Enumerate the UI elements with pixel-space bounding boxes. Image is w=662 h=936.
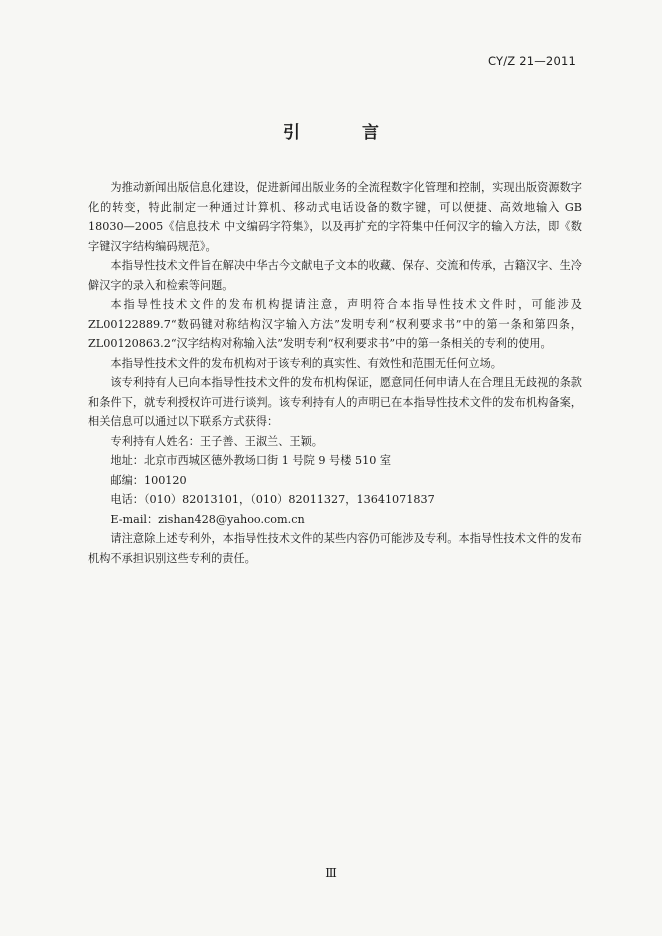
- paragraph: 为推动新闻出版信息化建设，促进新闻出版业务的全流程数字化管理和控制，实现出版资源数字化的转变，特此制定一种通过计算机、移动式电话设备的数字键，可以便捷、高效地输入 GB 18030—2005《信息技术 中文编码字符集》，以及再扩充的字符集中任何汉字的输入方法，即《数字键汉字结构编码规范》。: [88, 181, 582, 253]
- contact-email: E-mail：zishan428@yahoo.com.cn: [110, 512, 305, 526]
- standard-code: CY/Z 21—2011: [487, 54, 576, 68]
- contact-address: 地址：北京市西城区德外教场口街 1 号院 9 号楼 510 室: [110, 454, 392, 467]
- contact-phone: 电话：（010）82013101，（010）82011327，13641071837: [110, 493, 435, 506]
- contact-postcode: 邮编：100120: [110, 473, 187, 487]
- paragraph: 本指导性技术文件旨在解决中华古今文献电子文本的收藏、保存、交流和传承，古籍汉字、生冷僻汉字的录入和检索等问题。: [88, 259, 582, 292]
- page-number: Ⅲ: [325, 866, 337, 880]
- patent-holders: 专利持有人姓名：王子善、王淑兰、王颖。: [110, 434, 323, 448]
- paragraph: 本指导性技术文件的发布机构对于该专利的真实性、有效性和范围无任何立场。: [110, 356, 502, 370]
- document-body: [88, 178, 582, 568]
- page-title: 引 言: [283, 123, 407, 143]
- closing-paragraph: 请注意除上述专利外，本指导性技术文件的某些内容仍可能涉及专利。本指导性技术文件的发布机构不承担识别这些专利的责任。: [88, 532, 582, 565]
- paragraph: 该专利持有人已向本指导性技术文件的发布机构保证，愿意同任何申请人在合理且无歧视的条款和条件下，就专利授权许可进行谈判。该专利持有人的声明已在本指导性技术文件的发布机构备案，相关信息可以通过以下联系方式获得：: [88, 376, 582, 428]
- paragraph: 本指导性技术文件的发布机构提请注意，声明符合本指导性技术文件时，可能涉及 ZL00122889.7“数码键对称结构汉字输入方法”发明专利“权利要求书”中的第一条和第四条，ZL00120863.2“汉字结构对称输入法”发明专利“权利要求书”中的第一条相关的专利的使用。: [88, 298, 582, 350]
